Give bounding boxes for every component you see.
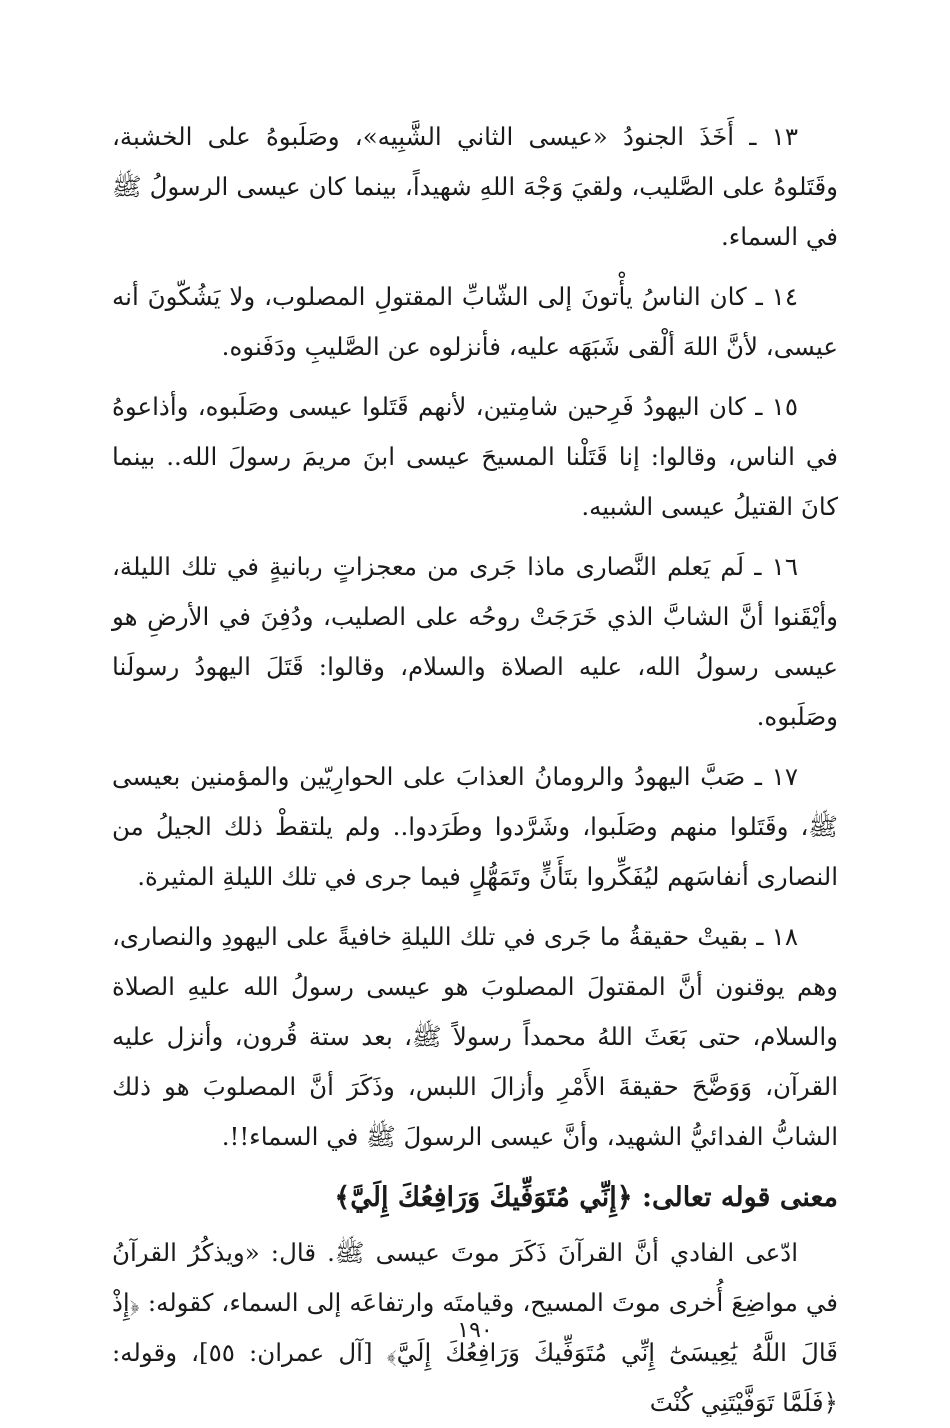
paragraph-16: ١٦ ـ لَم يَعلم النَّصارى ماذا جَرى من معجزاتٍ ربانيةٍ في تلك الليلة، وأيْقَنوا أنَّ الشابَّ الذي خَرَجَتْ روحُه على الصليب، ودُفِنَ في الأرضِ هو عيسى رسولُ الله، عليه الصلاة والسلام، وقالوا: قَتَلَ اليهودُ رسولَنا وصَلَبوه. xyxy=(112,552,838,731)
paragraph-14: ١٤ ـ كان الناسُ يأْتونَ إلى الشّابِّ المقتولِ المصلوب، ولا يَشُكّونَ أنه عيسى، لأنَّ اللهَ ألْقى شَبَهَه عليه، فأنزلوه عن الصَّليبِ ودَفَنوه. xyxy=(112,282,838,361)
section-heading: معنى قوله تعالى: ﴿إِنِّي مُتَوَفِّيكَ وَرَافِعُكَ إِلَيَّ﴾ xyxy=(334,1182,838,1213)
paragraph-13: ١٣ ـ أَخَذَ الجنودُ «عيسى الثاني الشَّبِيه»، وصَلَبوهُ على الخشبة، وقَتَلوهُ على الصَّليب، ولقيَ وَجْهَ اللهِ شهيداً، بينما كان عيسى الرسولُ ﷺ في السماء. xyxy=(112,122,838,251)
page-number: ١٩٠ xyxy=(457,1318,493,1343)
page-body xyxy=(112,112,838,1428)
paragraph-18: ١٨ ـ بقيتْ حقيقةُ ما جَرى في تلك الليلةِ خافيةً على اليهودِ والنصارى، وهم يوقنون أنَّ المقتولَ المصلوبَ هو عيسى رسولُ الله عليهِ الصلاة والسلام، حتى بَعَثَ اللهُ محمداً رسولاً ﷺ، بعد ستة قُرون، وأنزل عليه القرآن، وَوَضَّحَ حقيقةَ الأَمْرِ وأزالَ اللبس، وذَكَرَ أنَّ المصلوبَ هو ذلك الشابُّ الفدائيُّ الشهيد، وأنَّ عيسى الرسولَ ﷺ في السماء!!. xyxy=(112,922,838,1151)
paragraph-17: ١٧ ـ صَبَّ اليهودُ والرومانُ العذابَ على الحوارِيّين والمؤمنين بعيسى ﷺ، وقَتَلوا منهم وصَلَبوا، وشَرَّدوا وطَرَدوا.. ولم يلتقطْ ذلك الجيلُ من النصارى أنفاسَهم ليُفَكِّروا بتَأَنٍّ وتَمَهُّلٍ فيما جرى في تلك الليلةِ المثيرة. xyxy=(112,762,838,891)
closing-paragraph: ادّعى الفادي أنَّ القرآنَ ذَكَرَ موتَ عيسى ﷺ. قال: «ويذكُرُ القرآنُ في مواضِعَ أُخرى موتَ المسيح، وقيامتَه وارتفاعَه إلى السماء، كقوله: ﴿إِذْ قَالَ اللَّهُ يَٰعِيسَىٰٓ إِنِّي مُتَوَفِّيكَ وَرَافِعُكَ إِلَيَّ﴾ [آل عمران: ٥٥]، وقوله: ﴿فَلَمَّا تَوَفَّيْتَنِي كُنْتَ xyxy=(112,1238,838,1417)
paragraph-15: ١٥ ـ كان اليهودُ فَرِحين شامِتين، لأنهم قَتَلوا عيسى وصَلَبوه، وأذاعوهُ في الناس، وقالوا: إنا قَتَلْنا المسيحَ عيسى ابنَ مريمَ رسولَ الله.. بينما كانَ القتيلُ عيسى الشبيه. xyxy=(112,392,838,521)
